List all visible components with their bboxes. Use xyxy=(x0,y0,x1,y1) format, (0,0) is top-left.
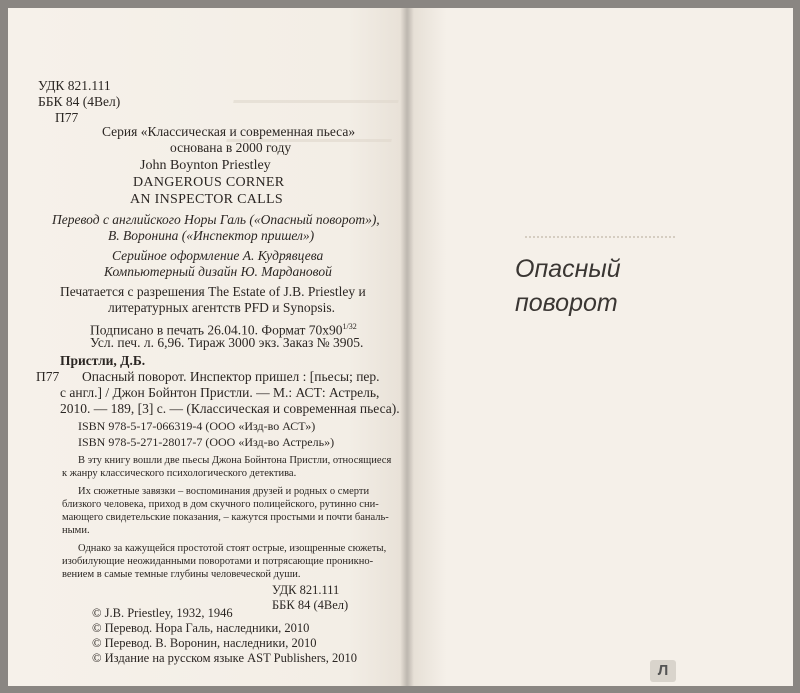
annotation-6: ными. xyxy=(62,525,90,536)
right-page xyxy=(408,8,793,686)
series-title: Серия «Классическая и современная пьеса» xyxy=(102,124,356,139)
show-through-mark-right xyxy=(525,236,675,248)
copyright-voronin: © Перевод. В. Воронин, наследники, 2010 xyxy=(92,636,317,650)
watermark-logo-icon: Л xyxy=(650,660,676,682)
author-english: John Boynton Priestley xyxy=(140,158,271,173)
bib-line-1: Опасный поворот. Инспектор пришел : [пьесы; пер. xyxy=(82,369,380,384)
annotation-8: изобилующие неожиданными поворотами и потрясающие проникно- xyxy=(62,556,374,567)
title-line-2: поворот xyxy=(515,289,618,317)
bbk-code: ББК 84 (4Вел) xyxy=(38,94,121,109)
permission-line-2: литературных агентств PFD и Synopsis. xyxy=(108,300,336,315)
annotation-9: вением в самые темные глубины человеческой души. xyxy=(62,569,301,580)
annotation-2: к жанру классического психологического детектива. xyxy=(62,468,297,479)
bib-code: П77 xyxy=(36,369,60,384)
page-title xyxy=(515,252,621,320)
author-mark: П77 xyxy=(55,110,79,125)
bbk-code-footer: ББК 84 (4Вел) xyxy=(272,598,349,612)
copyright-gal: © Перевод. Нора Галь, наследники, 2010 xyxy=(92,621,310,635)
bib-author: Пристли, Д.Б. xyxy=(60,353,146,368)
translation-line-2: В. Воронина («Инспектор пришел») xyxy=(108,228,315,243)
title-line-1: Опасный xyxy=(515,255,621,283)
annotation-7: Однако за кажущейся простотой стоят острые, изощренные сюжеты, xyxy=(78,543,387,554)
bib-line-2: с англ.] / Джон Бойнтон Пристли. — М.: АСТ: Астрель, xyxy=(60,385,380,400)
print-info-1: Подписано в печать 26.04.10. Формат $70x90^{1/32}$ xyxy=(90,322,357,338)
copyright-priestley: © J.B. Priestley, 1932, 1946 xyxy=(92,606,233,620)
series-design: Серийное оформление А. Кудрявцева xyxy=(112,248,324,263)
translation-line-1: Перевод с английского Норы Галь («Опасный поворот»), xyxy=(52,212,380,227)
annotation-5: мающего свидетельские показания, – кажутся простыми и почти баналь- xyxy=(62,512,389,523)
udk-code: УДК 821.111 xyxy=(38,78,111,93)
title-english-1: DANGEROUS CORNER xyxy=(133,175,285,190)
copyright-ast: © Издание на русском языке AST Publishers, 2010 xyxy=(92,651,357,665)
computer-design: Компьютерный дизайн Ю. Мардановой xyxy=(104,264,332,279)
bib-line-3: 2010. — 189, [3] с. — (Классическая и современная пьеса). xyxy=(60,401,400,416)
book-gutter xyxy=(400,8,414,686)
annotation-3: Их сюжетные завязки – воспоминания друзей и родных о смерти xyxy=(78,486,370,497)
isbn-ast: ISBN 978-5-17-066319-4 (ООО «Изд-во АСТ») xyxy=(78,419,316,433)
permission-line-1: Печатается с разрешения The Estate of J.B. Priestley и xyxy=(60,284,366,299)
annotation-4: близкого человека, приход в дом скучного полицейского, рутинно сни- xyxy=(62,499,379,510)
title-english-2: AN INSPECTOR CALLS xyxy=(130,192,283,207)
series-founded: основана в 2000 году xyxy=(170,140,292,155)
udk-code-footer: УДК 821.111 xyxy=(272,583,340,597)
isbn-astrel: ISBN 978-5-271-28017-7 (ООО «Изд-во Астрель») xyxy=(78,435,335,449)
annotation-1: В эту книгу вошли две пьесы Джона Бойнтона Пристли, относящиеся xyxy=(78,455,392,466)
print-info-2: Усл. печ. л. 6,96. Тираж 3000 экз. Заказ № 3905. xyxy=(90,335,364,350)
